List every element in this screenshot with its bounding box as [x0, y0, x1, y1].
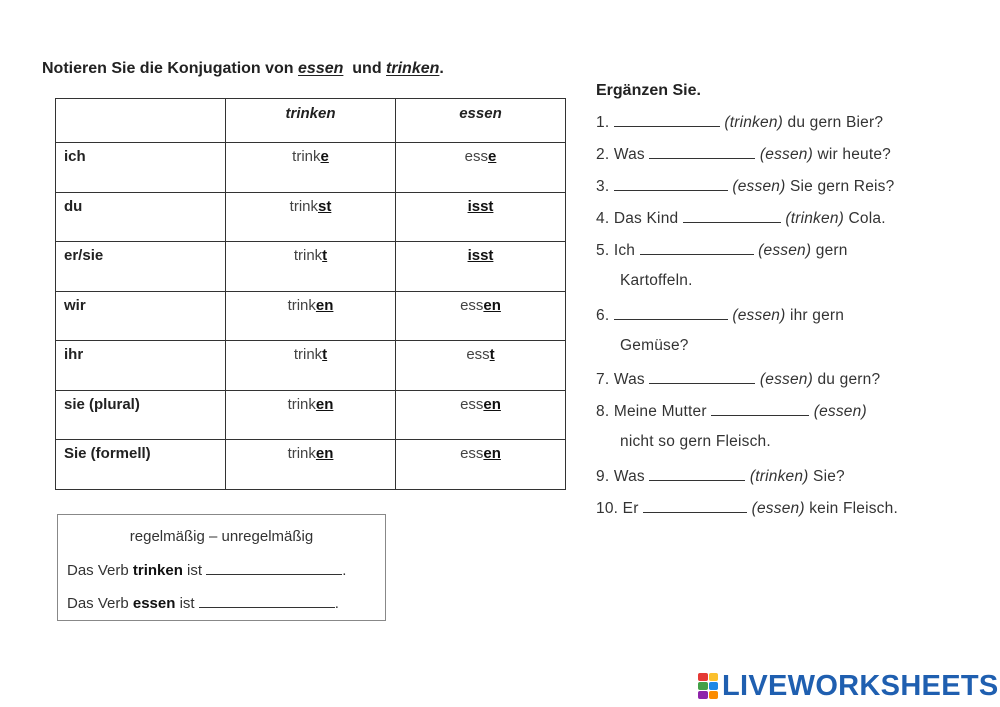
box-line-prefix: Das Verb [67, 562, 133, 579]
box-verb-essen: essen [132, 595, 176, 612]
item-number: 6. [596, 307, 610, 324]
answer-blank[interactable] [643, 498, 747, 513]
box-heading: regelmäßig – unregelmäßig [129, 528, 314, 545]
item-after: gern [811, 242, 848, 259]
box-line-essen [67, 593, 339, 612]
exercise-item [596, 466, 845, 486]
form-ending: t [322, 247, 328, 265]
form-stem: trink [289, 197, 318, 215]
form-stem: ess [460, 395, 484, 413]
essen-form-cell [396, 242, 566, 292]
regular-irregular-box [57, 514, 386, 621]
exercise-item [596, 144, 891, 164]
trinken-form-cell [226, 390, 396, 440]
item-after: kein Fleisch. [804, 500, 898, 517]
item-before: Er [622, 500, 644, 517]
essen-form-cell [396, 390, 566, 440]
exercise-item [596, 240, 848, 260]
title-suffix: . [439, 60, 444, 77]
exercise-item-continuation: Kartoffeln. [620, 272, 693, 289]
item-before: Ich [613, 242, 640, 259]
header-trinken: trinken [226, 99, 396, 143]
item-number: 1. [596, 114, 610, 131]
pronoun-cell: er/sie [56, 242, 226, 292]
header-empty [56, 99, 226, 143]
box-line-prefix: Das Verb [67, 595, 133, 612]
exercise-item [596, 401, 867, 421]
title-prefix: Notieren Sie die Konjugation von [42, 60, 299, 77]
item-hint: (essen) [759, 371, 813, 388]
item-hint: (essen) [759, 146, 813, 163]
table-row [56, 341, 566, 391]
form-ending: en [315, 445, 334, 463]
trinken-form-cell [226, 440, 396, 490]
form-stem: trink [287, 395, 316, 413]
form-ending: en [315, 395, 334, 413]
item-before: Was [613, 371, 650, 388]
item-number: 5. [596, 242, 610, 259]
essen-form-cell [396, 192, 566, 242]
answer-blank[interactable] [614, 112, 720, 127]
item-after: du gern Bier? [783, 114, 884, 131]
answer-blank[interactable] [649, 466, 745, 481]
logo-square [698, 682, 708, 690]
form-ending: en [483, 395, 501, 413]
pronoun-cell: Sie (formell) [56, 440, 226, 490]
table-header-row [56, 99, 566, 143]
answer-blank[interactable] [649, 369, 755, 384]
answer-blank[interactable] [614, 176, 728, 191]
form-stem: ess [466, 346, 490, 364]
form-stem: ess [460, 296, 484, 314]
table-row [56, 242, 566, 292]
form-ending: en [483, 296, 501, 314]
exercise-item-continuation: Gemüse? [620, 337, 689, 354]
pronoun-cell: sie (plural) [56, 390, 226, 440]
logo-square [698, 673, 708, 681]
answer-blank[interactable] [199, 593, 335, 608]
exercise-item [596, 112, 883, 132]
form-stem: trink [292, 148, 321, 166]
conjugation-table [55, 98, 566, 490]
liveworksheets-logo [698, 671, 999, 701]
item-hint: (trinken) [724, 114, 784, 131]
trinken-form-cell [226, 341, 396, 391]
item-number: 2. [596, 146, 610, 163]
item-hint: (essen) [758, 242, 812, 259]
box-period: . [334, 595, 339, 612]
form-ending: t [489, 346, 495, 364]
logo-text: LIVEWORKSHEETS [722, 669, 999, 702]
box-line-trinken [67, 560, 346, 579]
trinken-form-cell [226, 242, 396, 292]
trinken-form-cell [226, 192, 396, 242]
exercise-item [596, 208, 886, 228]
form-ending: e [488, 148, 497, 166]
form-stem: trink [293, 247, 323, 265]
form-full: isst [467, 197, 494, 215]
pronoun-cell: ihr [56, 341, 226, 391]
form-ending: st [318, 197, 332, 215]
item-number: 7. [596, 371, 610, 388]
header-essen: essen [396, 99, 566, 143]
item-after: Sie? [808, 468, 845, 485]
item-after: Cola. [844, 210, 886, 227]
item-after: Sie gern Reis? [785, 178, 895, 195]
essen-form-cell [396, 291, 566, 341]
table-row [56, 440, 566, 490]
item-before: Das Kind [613, 210, 683, 227]
essen-form-cell [396, 440, 566, 490]
exercise-item-continuation: nicht so gern Fleisch. [620, 433, 771, 450]
form-stem: ess [464, 148, 488, 166]
item-hint: (essen) [732, 307, 786, 324]
logo-square [698, 691, 708, 699]
exercise-item [596, 498, 898, 518]
item-hint: (trinken) [785, 210, 845, 227]
item-number: 3. [596, 178, 610, 195]
title-verb-essen: essen [298, 60, 344, 77]
pronoun-cell: du [56, 192, 226, 242]
item-hint: (trinken) [749, 468, 809, 485]
box-period: . [342, 562, 347, 579]
box-verb-trinken: trinken [132, 562, 183, 579]
item-hint: (essen) [751, 500, 805, 517]
item-before: Was [613, 146, 650, 163]
logo-square [709, 682, 719, 690]
exercise-title: Ergänzen Sie. [596, 82, 701, 99]
title-verb-trinken: trinken [386, 60, 440, 77]
item-number: 9. [596, 468, 610, 485]
form-stem: trink [287, 296, 316, 314]
item-before: Was [613, 468, 650, 485]
table-row [56, 291, 566, 341]
answer-blank[interactable] [640, 240, 754, 255]
essen-form-cell [396, 341, 566, 391]
item-number: 4. [596, 210, 610, 227]
answer-blank[interactable] [614, 305, 728, 320]
form-full: isst [467, 247, 494, 265]
item-before: Meine Mutter [613, 403, 712, 420]
worksheet-title [42, 60, 444, 78]
answer-blank[interactable] [683, 208, 781, 223]
form-ending: e [320, 148, 329, 166]
essen-form-cell [396, 143, 566, 193]
form-stem: trink [287, 445, 316, 463]
answer-blank[interactable] [206, 560, 342, 575]
exercise-item [596, 176, 894, 196]
exercise-item [596, 369, 880, 389]
item-after: wir heute? [812, 146, 892, 163]
trinken-form-cell [226, 291, 396, 341]
item-number: 10. [596, 500, 619, 517]
form-stem: trink [293, 346, 323, 364]
trinken-form-cell [226, 143, 396, 193]
logo-mark-icon [698, 673, 718, 699]
answer-blank[interactable] [711, 401, 809, 416]
logo-square [709, 673, 719, 681]
form-ending: t [322, 346, 328, 364]
pronoun-cell: wir [56, 291, 226, 341]
box-line-suffix: ist [175, 595, 199, 612]
pronoun-cell: ich [56, 143, 226, 193]
form-stem: ess [460, 445, 484, 463]
table-row [56, 390, 566, 440]
form-ending: en [483, 445, 501, 463]
exercise-item [596, 305, 844, 325]
item-hint: (essen) [732, 178, 786, 195]
logo-square [709, 691, 719, 699]
item-number: 8. [596, 403, 610, 420]
item-after: du gern? [812, 371, 881, 388]
box-line-suffix: ist [182, 562, 207, 579]
table-row [56, 192, 566, 242]
item-after: ihr gern [785, 307, 845, 324]
title-middle: und [343, 60, 387, 77]
form-ending: en [315, 296, 334, 314]
item-hint: (essen) [813, 403, 867, 420]
answer-blank[interactable] [649, 144, 755, 159]
table-row [56, 143, 566, 193]
